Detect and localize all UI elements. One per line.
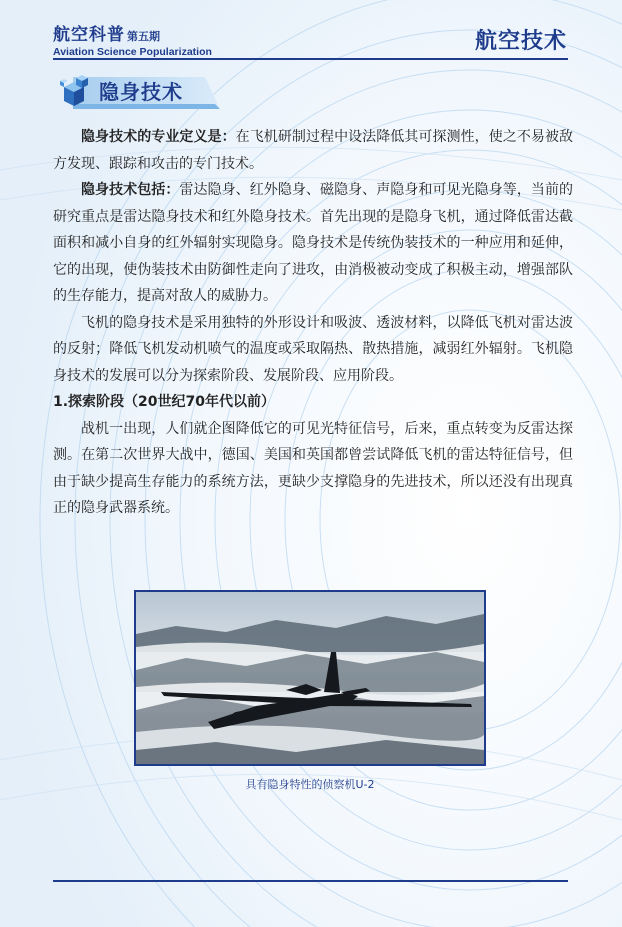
section-heading: 隐身技术	[99, 80, 183, 104]
paragraph-scope	[53, 177, 573, 310]
figure-caption: 具有隐身特性的侦察机U-2	[245, 778, 375, 791]
definition-text: 在飞机研制过程中设法降低其可探测性，使之不易被敌方发现、跟踪和攻击的专门技术。	[53, 129, 574, 172]
cube-icon	[58, 73, 94, 109]
stage-heading: 1.探索阶段（20世纪70年代以前）	[53, 394, 276, 410]
header-divider	[53, 58, 568, 60]
brand-subtitle: Aviation Science Popularization	[53, 46, 212, 58]
paragraph-methods: 飞机的隐身技术是采用独特的外形设计和吸波、透波材料，以降低飞机对雷达波的反射；降低飞机发动机喷气的温度或采取隔热、散热措施，减弱红外辐射。飞机隐身技术的发展可以分为探索阶段、发展阶段、应用阶段。	[53, 314, 573, 384]
scope-text: 雷达隐身、红外隐身、磁隐身、声隐身和可见光隐身等，当前的研究重点是雷达隐身技术和红外隐身技术。首先出现的是隐身飞机，通过降低雷达截面积和减小自身的红外辐射实现隐身。隐身技术是传统伪装技术的一种应用和延伸，它的出现，使伪装技术由防御性走向了进攻，由消极被动变成了积极主动，增强部队的生存能力，提高对敌人的威胁力。	[53, 182, 574, 304]
figure-image	[134, 590, 486, 766]
section-title: 航空技术	[474, 29, 567, 54]
brand-title: 航空科普	[53, 25, 125, 45]
article-body	[53, 124, 573, 522]
aircraft-photo	[136, 592, 484, 764]
scope-label: 隐身技术包括：	[81, 182, 180, 198]
footer-divider	[53, 880, 568, 882]
paragraph-exploration: 战机一出现，人们就企图降低它的可见光特征信号，后来，重点转变为反雷达探测。在第二次世界大战中，德国、美国和英国都曾尝试降低飞机的雷达特征信号，但由于缺少提高生存能力的系统方法，更缺少支撑隐身的先进技术，所以还没有出现真正的隐身武器系统。	[53, 420, 573, 516]
brand-header	[53, 20, 212, 58]
definition-label: 隐身技术的专业定义是：	[81, 129, 236, 145]
issue-number: 第五期	[127, 30, 160, 43]
section-banner	[55, 71, 220, 111]
paragraph-definition	[53, 124, 573, 177]
